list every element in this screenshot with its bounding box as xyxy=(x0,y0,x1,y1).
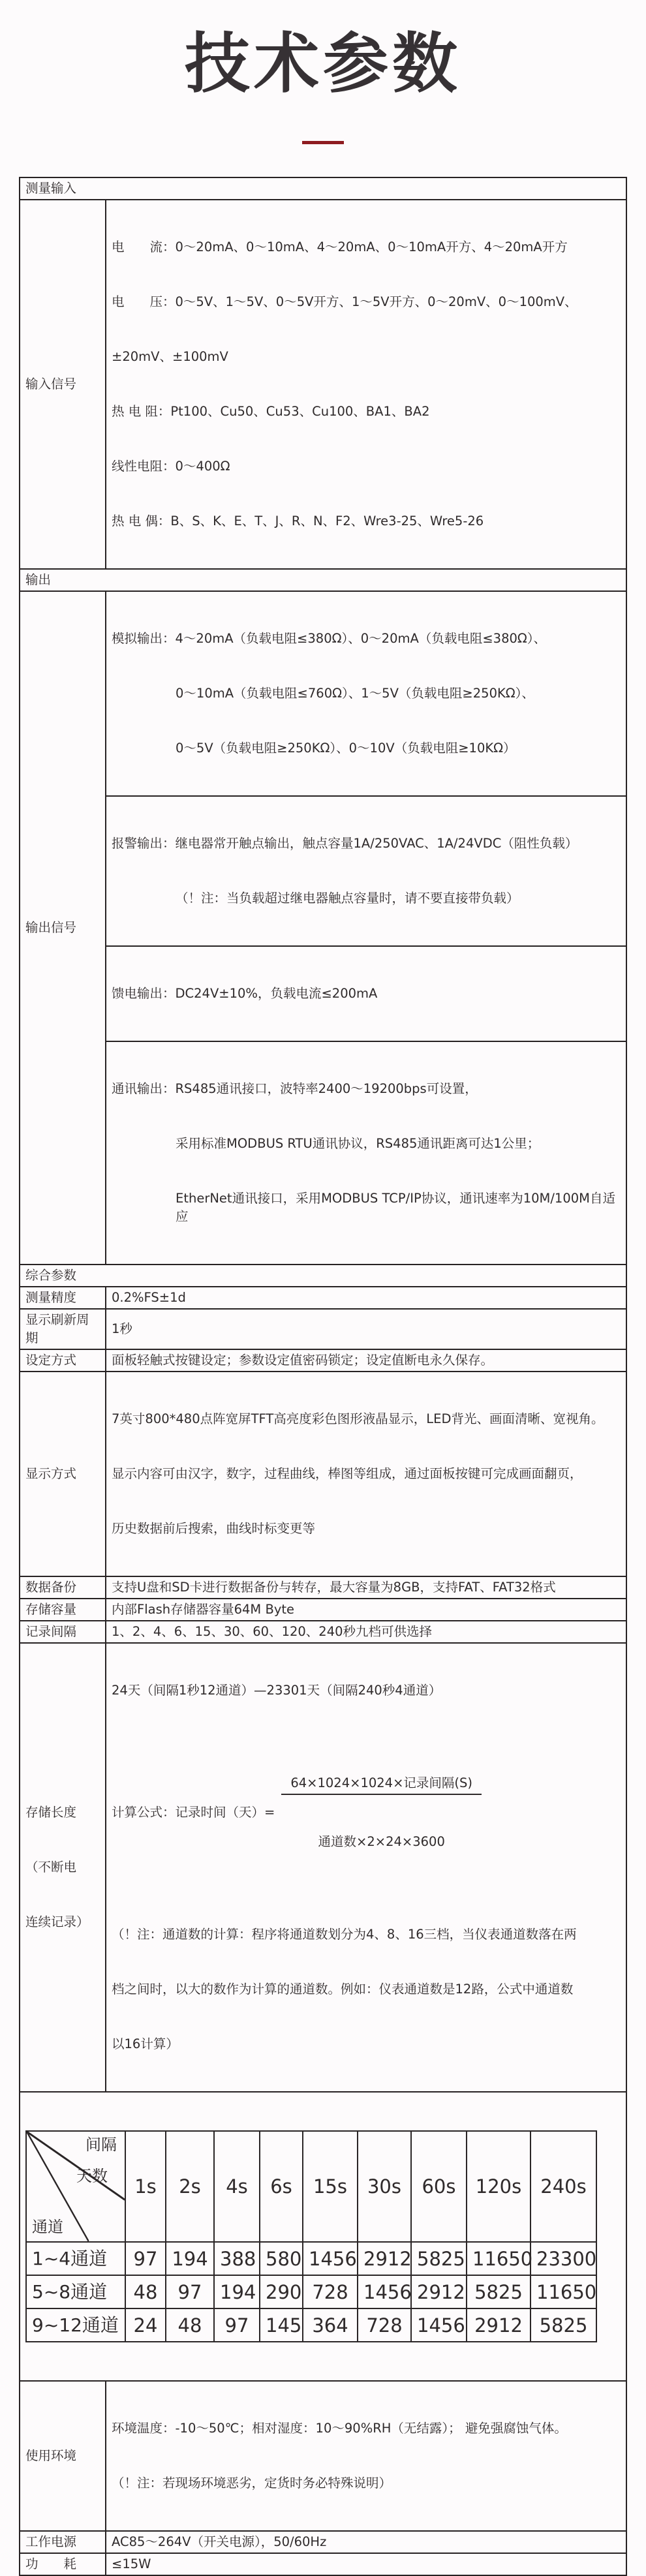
value-cell: 194 xyxy=(166,2242,214,2275)
interval-row xyxy=(20,1621,626,1643)
value-cell: 728 xyxy=(303,2275,358,2308)
refresh-row xyxy=(20,1309,626,1349)
output-signal-analog-row xyxy=(20,591,626,796)
value-cell: 5825 xyxy=(467,2275,531,2308)
col-header-15s: 15s xyxy=(303,2131,358,2242)
row-label-interval: 记录间隔 xyxy=(20,1621,106,1643)
spec-line: ±20mV、±100mV xyxy=(112,349,228,364)
section-row-output xyxy=(20,569,626,591)
col-header-2s: 2s xyxy=(166,2131,214,2242)
formula-numerator: 64×1024×1024×记录间隔(S) xyxy=(281,1774,482,1795)
spec-line: 模拟输出：4～20mA（负载电阻≤380Ω）、0～20mA（负载电阻≤380Ω）、 xyxy=(112,631,547,646)
record-days-row-ch1-4 xyxy=(26,2242,596,2275)
record-days-table xyxy=(25,2130,597,2342)
value-cell: 11650 xyxy=(531,2275,596,2308)
spec-line: 热 电 偶：B、S、K、E、T、J、R、N、F2、Wre3-25、Wre5-26 xyxy=(112,514,484,529)
row-label-ch5-8: 5~8通道 xyxy=(26,2275,125,2308)
section-header-output: 输出 xyxy=(20,569,626,591)
corner-label-channel: 通道 xyxy=(32,2218,63,2236)
row-value-input-signal xyxy=(106,200,626,569)
formula-fraction xyxy=(281,1738,482,1888)
row-label-capacity: 存储容量 xyxy=(20,1599,106,1621)
value-cell: 388 xyxy=(214,2242,260,2275)
power-row xyxy=(20,2531,626,2553)
row-label-backup: 数据备份 xyxy=(20,1576,106,1599)
record-days-embed-row xyxy=(20,2092,626,2381)
value-cell: 2912 xyxy=(358,2242,411,2275)
row-value-power: AC85～264V（开关电源），50/60Hz xyxy=(106,2531,626,2553)
value-cell: 194 xyxy=(214,2275,260,2308)
row-label-ch9-12: 9~12通道 xyxy=(26,2308,125,2342)
value-cell: 145 xyxy=(260,2308,303,2342)
row-label-output-signal: 输出信号 xyxy=(20,591,106,1265)
label-line: （不断电 xyxy=(25,1860,77,1875)
value-cell: 24 xyxy=(125,2308,166,2342)
row-value-refresh: 1秒 xyxy=(106,1309,626,1349)
row-value-accuracy: 0.2%FS±1d xyxy=(106,1287,626,1309)
row-value-backup: 支持U盘和SD卡进行数据备份与转存，最大容量为8GB，支持FAT、FAT32格式 xyxy=(106,1576,626,1599)
row-label-setting: 设定方式 xyxy=(20,1349,106,1372)
row-value-interval: 1、2、4、6、15、30、60、120、240秒九档可供选择 xyxy=(106,1621,626,1643)
record-days-embed-cell xyxy=(20,2092,626,2381)
spec-line: 显示内容可由汉字，数字，过程曲线，棒图等组成，通过面板按键可完成画面翻页， xyxy=(112,1466,583,1481)
row-value-storage-length xyxy=(106,1643,626,2092)
value-cell: 290 xyxy=(260,2275,303,2308)
spec-line: 24天（间隔1秒12通道）—23301天（间隔240秒4通道） xyxy=(112,1683,442,1698)
label-line: 连续记录） xyxy=(25,1914,89,1929)
output-signal-comm-row xyxy=(20,1041,626,1265)
spec-line: 报警输出：继电器常开触点输出，触点容量1A/250VAC、1A/24VDC（阻性负载） xyxy=(112,836,578,851)
spec-line: 线性电阻：0～400Ω xyxy=(112,459,230,474)
row-label-consumption: 功 耗 xyxy=(20,2553,106,2575)
corner-cell xyxy=(26,2131,125,2242)
accuracy-row xyxy=(20,1287,626,1309)
value-cell: 97 xyxy=(214,2308,260,2342)
spec-line: 0～5V（负载电阻≥250KΩ）、0～10V（负载电阻≥10KΩ） xyxy=(176,741,516,756)
col-header-6s: 6s xyxy=(260,2131,303,2242)
row-label-storage-length xyxy=(20,1643,106,2092)
col-header-120s: 120s xyxy=(467,2131,531,2242)
value-cell: 48 xyxy=(125,2275,166,2308)
record-days-row-ch5-8 xyxy=(26,2275,596,2308)
row-label-power: 工作电源 xyxy=(20,2531,106,2553)
spec-line: 档之间时，以大的数作为计算的通道数。例如：仪表通道数是12路，公式中通道数 xyxy=(112,1982,574,1997)
row-value-setting: 面板轻触式按键设定；参数设定值密码锁定；设定值断电永久保存。 xyxy=(106,1349,626,1372)
row-label-refresh: 显示刷新周期 xyxy=(20,1309,106,1349)
input-signal-row xyxy=(20,200,626,569)
row-label-ch1-4: 1~4通道 xyxy=(26,2242,125,2275)
spec-line: 通讯输出：RS485通讯接口，波特率2400～19200bps可设置， xyxy=(112,1081,478,1096)
value-cell: 580 xyxy=(260,2242,303,2275)
section-header-measure-input: 测量输入 xyxy=(20,177,626,200)
spec-line: 热 电 阻：Pt100、Cu50、Cu53、Cu100、BA1、BA2 xyxy=(112,404,430,419)
formula-prefix: 计算公式：记录时间（天）= xyxy=(112,1805,275,1820)
value-cell: 1456 xyxy=(411,2308,467,2342)
page-title: 技术参数 xyxy=(185,25,461,102)
row-value-consumption: ≤15W xyxy=(106,2553,626,2575)
row-label-environment: 使用环境 xyxy=(20,2381,106,2531)
value-cell: 5825 xyxy=(531,2308,596,2342)
value-cell: 1456 xyxy=(303,2242,358,2275)
display-row xyxy=(20,1372,626,1576)
spec-line: 环境温度：-10～50℃；相对湿度：10～90%RH（无结露）； 避免强腐蚀气体。 xyxy=(112,2421,567,2436)
spec-table xyxy=(19,177,627,2576)
row-value-capacity: 内部Flash存储器容量64M Byte xyxy=(106,1599,626,1621)
spec-line: 以16计算） xyxy=(112,2036,179,2051)
value-cell: 97 xyxy=(125,2242,166,2275)
setting-row xyxy=(20,1349,626,1372)
spec-line: （！注：若现场环境恶劣，定货时务必特殊说明） xyxy=(112,2476,392,2491)
value-cell: 5825 xyxy=(411,2242,467,2275)
row-value-environment xyxy=(106,2381,626,2531)
record-days-header-row xyxy=(26,2131,596,2242)
corner-label-interval: 间隔 xyxy=(85,2136,117,2154)
col-header-1s: 1s xyxy=(125,2131,166,2242)
value-cell: 97 xyxy=(166,2275,214,2308)
section-header-general: 综合参数 xyxy=(20,1265,626,1287)
value-cell: 23300 xyxy=(531,2242,596,2275)
output-signal-alarm-row xyxy=(20,796,626,946)
storage-length-row xyxy=(20,1643,626,2092)
value-cell: 48 xyxy=(166,2308,214,2342)
spec-line: （！注：通道数的计算：程序将通道数划分为4、8、16三档，当仪表通道数落在两 xyxy=(112,1927,577,1942)
row-value-feed-output xyxy=(106,946,626,1041)
row-label-input-signal: 输入信号 xyxy=(20,200,106,569)
section-row-general xyxy=(20,1265,626,1287)
section-row-measure-input xyxy=(20,177,626,200)
row-value-analog-output xyxy=(106,591,626,796)
row-value-display xyxy=(106,1372,626,1576)
spec-line: 采用标准MODBUS RTU通讯协议，RS485通讯距离可达1公里； xyxy=(176,1136,540,1151)
col-header-240s: 240s xyxy=(531,2131,596,2242)
environment-row xyxy=(20,2381,626,2531)
row-label-display: 显示方式 xyxy=(20,1372,106,1576)
row-value-comm-output xyxy=(106,1041,626,1265)
output-signal-feed-row xyxy=(20,946,626,1041)
value-cell: 728 xyxy=(358,2308,411,2342)
formula-denominator: 通道数×2×24×3600 xyxy=(318,1834,445,1849)
spec-line: 历史数据前后搜索，曲线时标变更等 xyxy=(112,1521,316,1536)
consumption-row xyxy=(20,2553,626,2575)
spec-line: 电 流：0～20mA、0～10mA、4～20mA、0～10mA开方、4～20mA开方 xyxy=(112,239,568,254)
title-accent-bar xyxy=(302,141,344,144)
value-cell: 11650 xyxy=(467,2242,531,2275)
value-cell: 1456 xyxy=(358,2275,411,2308)
row-label-accuracy: 测量精度 xyxy=(20,1287,106,1309)
record-time-formula xyxy=(112,1738,621,1888)
col-header-4s: 4s xyxy=(214,2131,260,2242)
record-days-row-ch9-12 xyxy=(26,2308,596,2342)
spec-line: 0～10mA（负载电阻≤760Ω）、1～5V（负载电阻≥250KΩ）、 xyxy=(176,686,534,701)
spec-line: 馈电输出：DC24V±10%，负载电流≤200mA xyxy=(112,986,378,1001)
corner-label-days: 天数 xyxy=(76,2167,108,2185)
col-header-60s: 60s xyxy=(411,2131,467,2242)
capacity-row xyxy=(20,1599,626,1621)
backup-row xyxy=(20,1576,626,1599)
col-header-30s: 30s xyxy=(358,2131,411,2242)
spec-line: 电 压：0～5V、1～5V、0～5V开方、1～5V开方、0～20mV、0～100mV、 xyxy=(112,294,577,309)
label-line: 存储长度 xyxy=(25,1805,77,1820)
spec-line: 7英寸800*480点阵宽屏TFT高亮度彩色图形液晶显示，LED背光、画面清晰、宽视角。 xyxy=(112,1411,604,1426)
value-cell: 364 xyxy=(303,2308,358,2342)
value-cell: 2912 xyxy=(467,2308,531,2342)
row-value-alarm-output xyxy=(106,796,626,946)
value-cell: 2912 xyxy=(411,2275,467,2308)
spec-line: （！注：当负载超过继电器触点容量时，请不要直接带负载） xyxy=(176,891,519,906)
spec-line: EtherNet通讯接口，采用MODBUS TCP/IP协议，通讯速率为10M/100M自适应 xyxy=(176,1191,615,1224)
